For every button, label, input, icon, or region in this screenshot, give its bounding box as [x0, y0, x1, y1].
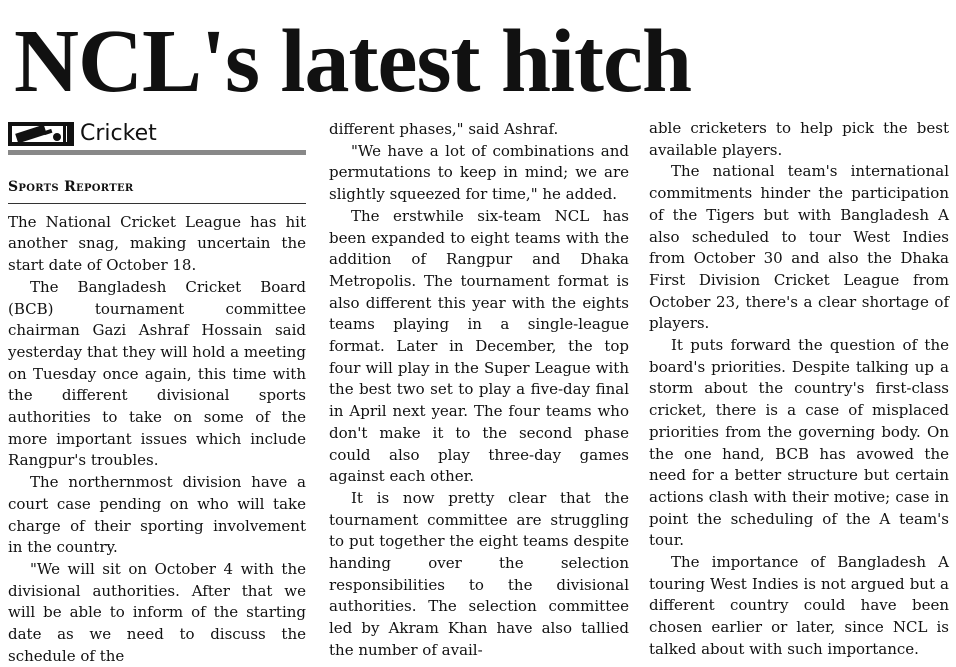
byline: Sports Reporter	[8, 177, 306, 204]
paragraph: The importance of Bangladesh A touring West Indies is not argued but a different country could have been chosen earlier or later, since NCL is talked about with such importance.	[649, 553, 949, 658]
paragraph: It puts forward the question of the board's priorities. Despite talking up a storm about the country's first-class cricket, there is a case of misplaced priorities from the governing body. On the one hand, BCB has avowed the need for a better structure but certain actions clash with their motive; case in point the scheduling of the A team's tour.	[649, 336, 949, 550]
paragraph: It is now pretty clear that the tournament committee are struggling to put together the eight teams despite handing over the selection responsibilities to the divisional authorities. The selection committee led by Akram Khan have also tallied the number of avail-	[329, 488, 629, 659]
headline: NCL's latest hitch	[14, 12, 691, 111]
paragraph: The erstwhile six-team NCL has been expanded to eight teams with the addition of Rangpur and Dhaka Metropolis. The tournament format is also different this year with the eights teams playing in a single-league format. Later in December, the top four will play in the Super League with the best two set to play a five-day final in April next year. The four teams who don't make it to the second phase could also play three-day games against each other.	[329, 206, 629, 486]
article-column-2	[329, 119, 629, 662]
paragraph: The national team's international commitments hinder the participation of the Tigers but with Bangladesh A also scheduled to tour West Indies from October 30 and also the Dhaka First Division Cricket League from October 23, there's a clear shortage of players.	[649, 162, 949, 333]
paragraph: The Bangladesh Cricket Board (BCB) tournament committee chairman Gazi Ashraf Hossain said yesterday that they will hold a meeting on Tuesday once again, this time with the different divisional sports authorities to take on some of the more important issues which include Rangpur's troubles.	[8, 277, 306, 470]
paragraph: The northernmost division have a court case pending on who will take charge of their sporting involvement in the country.	[8, 473, 306, 557]
section-header	[8, 118, 306, 155]
paragraph: able cricketers to help pick the best available players.	[649, 119, 949, 159]
paragraph: "We have a lot of combinations and permutations to keep in mind; we are slightly squeezed for time," he added.	[329, 141, 629, 204]
paragraph: "We will sit on October 4 with the divisional authorities. After that we will be able to inform of the starting date as we need to discuss the schedule of the	[8, 559, 306, 665]
article-column-3	[649, 118, 949, 661]
paragraph: The National Cricket League has hit another snag, making uncertain the start date of October 18.	[8, 212, 306, 275]
paragraph: different phases," said Ashraf.	[329, 120, 559, 138]
cricket-bat-ball-icon	[8, 120, 74, 148]
article-column-1	[8, 118, 306, 667]
section-label: Cricket	[80, 121, 157, 146]
